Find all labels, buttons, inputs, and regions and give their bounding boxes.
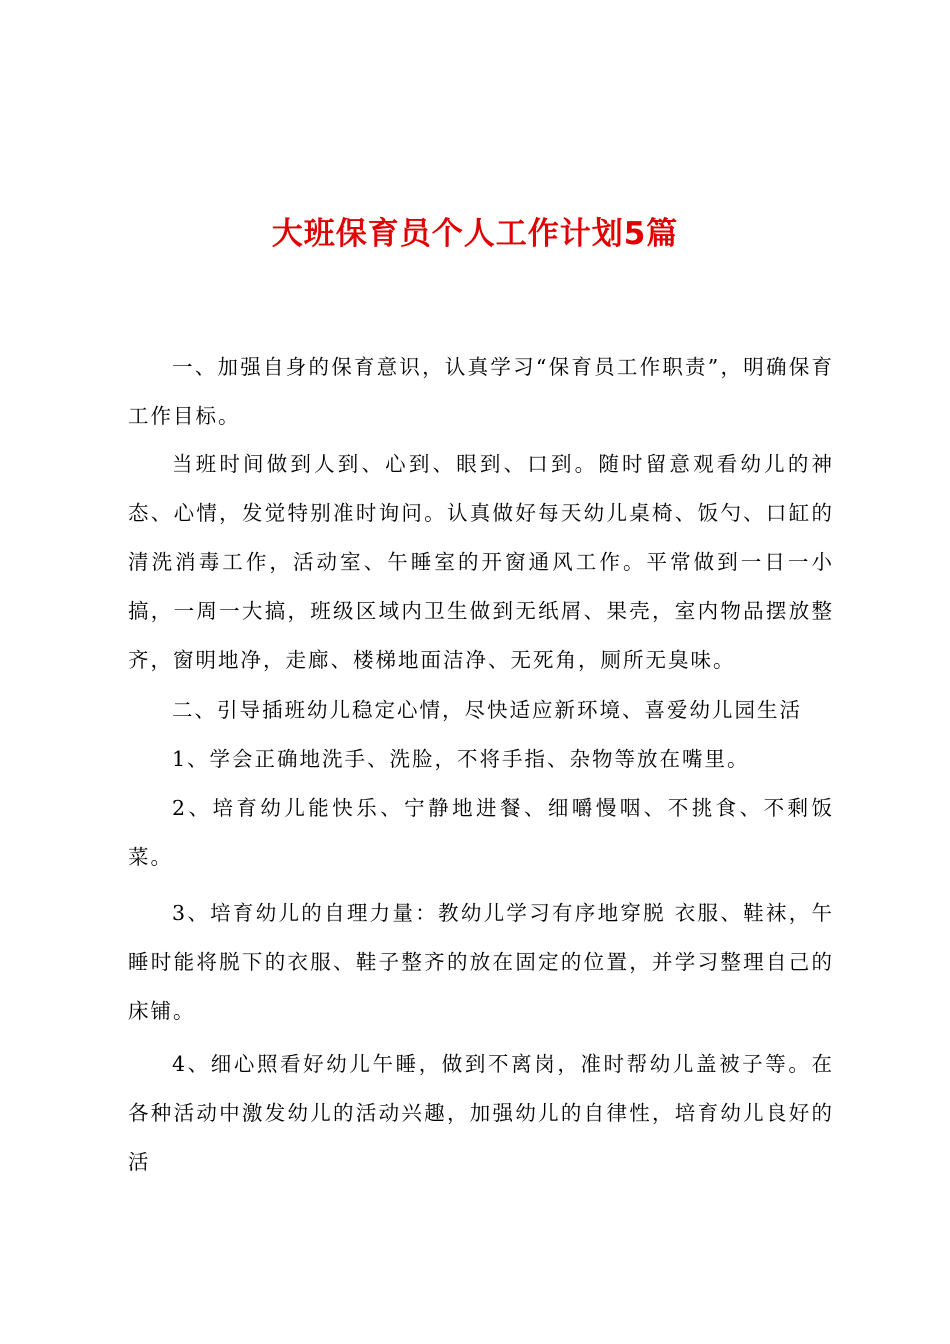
paragraph-2: 当班时间做到人到、心到、眼到、口到。随时留意观看幼儿的神态、心情，发觉特别准时询问。认真做好每天幼儿桌椅、饭勺、口缸的清洗消毒工作，活动室、午睡室的开窗通风工作。平常做到一日一小搞，一周一大搞，班级区域内卫生做到无纸屑、果壳，室内物品摆放整齐，窗明地净，走廊、楼梯地面洁净、无死角，厕所无臭味。 <box>128 452 834 672</box>
paragraph-4: 1、学会正确地洗手、洗脸，不将手指、杂物等放在嘴里。 <box>172 747 750 771</box>
paragraph-6: 3、培育幼儿的自理力量：教幼儿学习有序地穿脱 衣服、鞋袜，午睡时能将脱下的衣服、鞋子整齐的放在固定的位置，并学习整理自己的床铺。 <box>128 901 834 1023</box>
paragraph-5: 2、培育幼儿能快乐、宁静地进餐、细嚼慢咽、不挑食、不剩饭菜。 <box>128 796 834 869</box>
paragraph-3: 二、引导插班幼儿稳定心情，尽快适应新环境、喜爱幼儿园生活 <box>172 698 802 722</box>
paragraph-7: 4、细心照看好幼儿午睡，做到不离岗，准时帮幼儿盖被子等。在各种活动中激发幼儿的活动兴趣，加强幼儿的自律性，培育幼儿良好的活 <box>128 1052 834 1174</box>
paragraph-1: 一、加强自身的保育意识，认真学习“保育员工作职责”，明确保育工作目标。 <box>128 355 834 428</box>
document-title: 大班保育员个人工作计划5篇 <box>271 216 679 252</box>
